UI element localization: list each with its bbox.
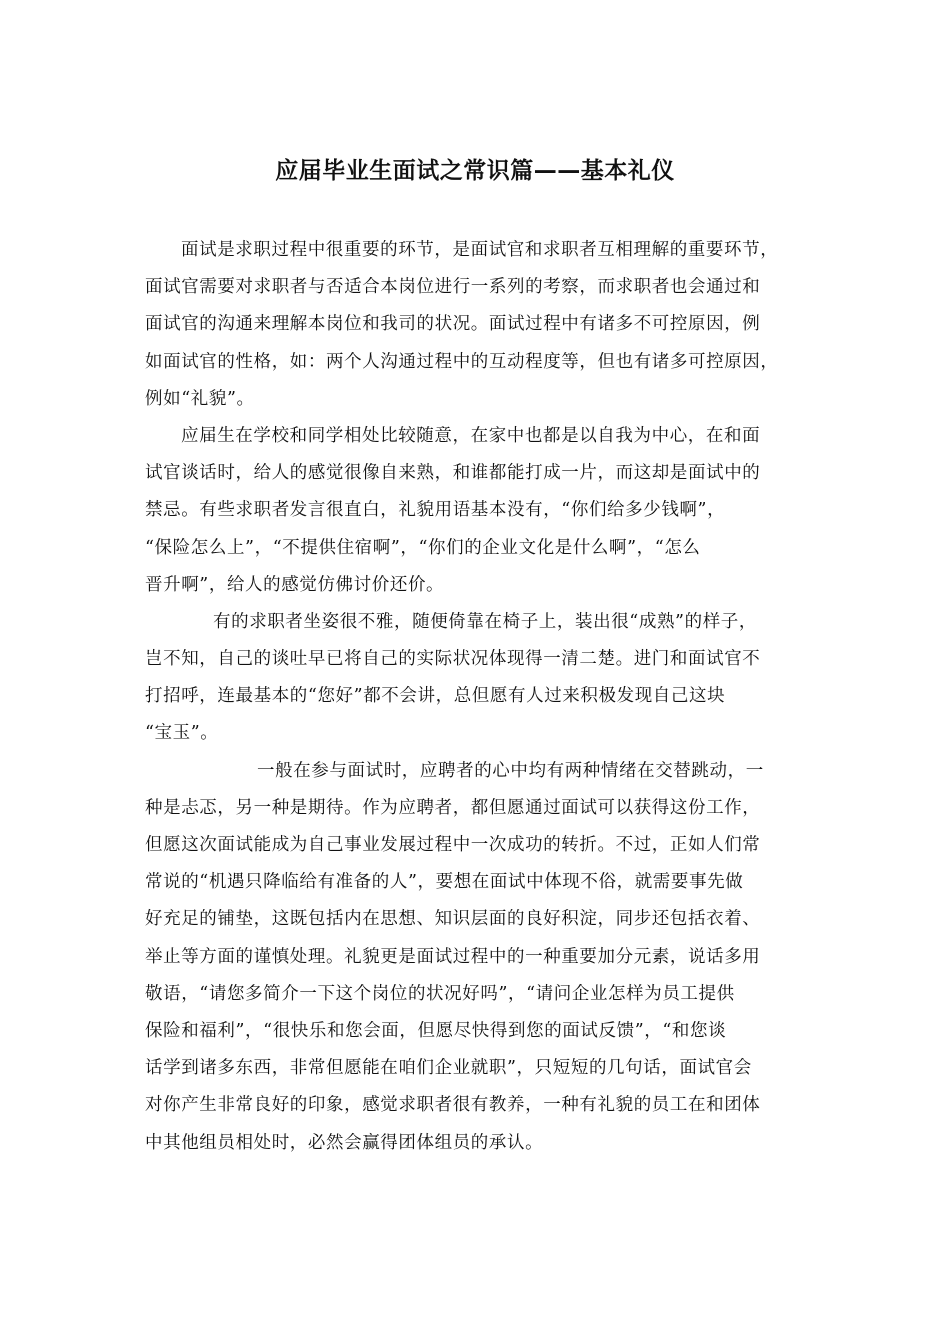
- paragraph-line: 晋升啊”，给人的感觉仿佛讨价还价。: [145, 574, 445, 595]
- paragraph-line: 种是忐忑，另一种是期待。作为应聘者，都但愿通过面试可以获得这份工作，: [145, 797, 761, 818]
- paragraph-line: 话学到诸多东西，非常但愿能在咱们企业就职”，只短短的几句话，面试官会: [145, 1058, 752, 1079]
- paragraph-line: 举止等方面的谨慎处理。礼貌更是面试过程中的一种重要加分元素，说话多用: [145, 946, 761, 967]
- paragraph-2: [145, 418, 825, 604]
- paragraph-line: 好充足的铺垫，这既包括内在思想、知识层面的良好积淀，同步还包括衣着、: [145, 909, 761, 930]
- paragraph-line: 例如“礼貌”。: [145, 388, 255, 409]
- paragraph-line: 如面试官的性格，如：两个人沟通过程中的互动程度等，但也有诸多可控原因，: [145, 351, 779, 372]
- paragraph-line: 中其他组员相处时，必然会赢得团体组员的承认。: [145, 1132, 544, 1153]
- paragraph-line: 常说的“机遇只降临给有准备的人”，要想在面试中体现不俗，就需要事先做: [145, 872, 744, 893]
- paragraph-3: [145, 604, 825, 753]
- paragraph-line: “宝玉”。: [145, 723, 219, 744]
- paragraph-line: 有的求职者坐姿很不雅，随便倚靠在椅子上，装出很“成熟”的样子，: [213, 611, 757, 632]
- document-title: 应届毕业生面试之常识篇——基本礼仪: [275, 158, 675, 184]
- document-body: [145, 232, 825, 1162]
- paragraph-line: “保险怎么上”，“不提供住宿啊”，“你们的企业文化是什么啊”，“怎么: [145, 537, 701, 558]
- paragraph-line: 面试是求职过程中很重要的环节，是面试官和求职者互相理解的重要环节，: [181, 240, 779, 260]
- paragraph-line: 试官谈话时，给人的感觉很像自来熟，和谁都能打成一片，而这却是面试中的: [145, 463, 761, 484]
- paragraph-line: 一般在参与面试时，应聘者的心中均有两种情绪在交替跳动，一: [257, 760, 764, 781]
- paragraph-line: 对你产生非常良好的印象，感觉求职者很有教养，一种有礼貌的员工在和团体: [145, 1095, 761, 1116]
- paragraph-line: 面试官需要对求职者与否适合本岗位进行一系列的考察，而求职者也会通过和: [145, 277, 761, 298]
- paragraph-line: 敬语，“请您多简介一下这个岗位的状况好吗”，“请问企业怎样为员工提供: [145, 983, 735, 1004]
- paragraph-line: 打招呼，连最基本的“您好”都不会讲，总但愿有人过来积极发现自己这块: [145, 686, 726, 707]
- paragraph-line: 但愿这次面试能成为自己事业发展过程中一次成功的转折。不过，正如人们常: [145, 835, 761, 855]
- paragraph-line: 岂不知，自己的谈吐早已将自己的实际状况体现得一清二楚。进门和面试官不: [145, 649, 761, 670]
- paragraph-line: 禁忌。有些求职者发言很直白，礼貌用语基本没有，“你们给多少钱啊”，: [145, 500, 726, 521]
- paragraph-1: [145, 232, 825, 418]
- paragraph-4: [145, 753, 825, 1162]
- paragraph-line: 应届生在学校和同学相处比较随意，在家中也都是以自我为中心，在和面: [181, 425, 761, 446]
- paragraph-line: 面试官的沟通来理解本岗位和我司的状况。面试过程中有诸多不可控原因，例: [145, 314, 761, 335]
- paragraph-line: 保险和福利”，“很快乐和您会面，但愿尽快得到您的面试反馈”，“和您谈: [145, 1020, 727, 1041]
